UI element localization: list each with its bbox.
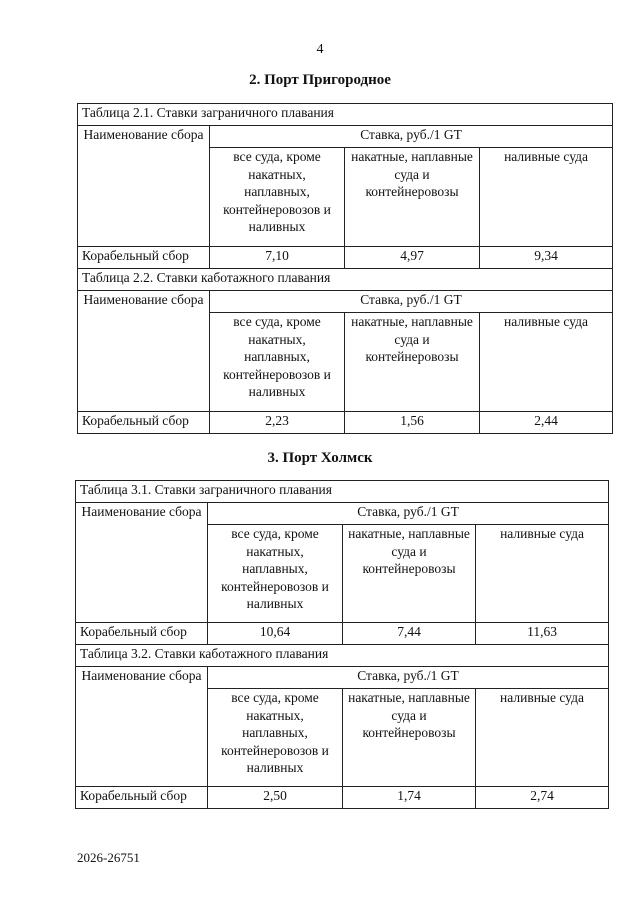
rate-table-2-2 — [77, 268, 613, 434]
page-number: 4 — [316, 42, 324, 57]
table-cell-value: 11,63 — [476, 623, 609, 645]
table-cell-value: 10,64 — [208, 623, 343, 645]
column-header-all-vessels: все суда, кроме накатных, наплавных, контейнеровозов и наливных — [210, 313, 345, 412]
table-caption: Таблица 3.2. Ставки каботажного плавания — [76, 645, 609, 667]
column-header-all-vessels: все суда, кроме накатных, наплавных, контейнеровозов и наливных — [208, 689, 343, 787]
column-header-fee-name: Наименование сбора — [78, 126, 210, 247]
column-header-tankers: наливные суда — [476, 525, 609, 623]
table-cell-value: 2,74 — [476, 787, 609, 809]
table-caption: Таблица 2.1. Ставки заграничного плавания — [78, 104, 613, 126]
row-label-ship-fee: Корабельный сбор — [78, 247, 210, 269]
row-label-ship-fee: Корабельный сбор — [76, 623, 208, 645]
document-code: 2026-26751 — [77, 850, 140, 865]
column-header-all-vessels: все суда, кроме накатных, наплавных, контейнеровозов и наливных — [210, 148, 345, 247]
rate-table-2-1 — [77, 103, 613, 269]
table-cell-value: 4,97 — [345, 247, 480, 269]
column-header-roro-container: накатные, наплавные суда и контейнеровозы — [343, 689, 476, 787]
table-cell-value: 2,50 — [208, 787, 343, 809]
table-cell-value: 7,44 — [343, 623, 476, 645]
column-header-fee-name: Наименование сбора — [76, 503, 208, 623]
table-cell-value: 9,34 — [480, 247, 613, 269]
column-header-all-vessels: все суда, кроме накатных, наплавных, контейнеровозов и наливных — [208, 525, 343, 623]
column-header-rate: Ставка, руб./1 GT — [208, 667, 609, 689]
column-header-fee-name: Наименование сбора — [76, 667, 208, 787]
rate-table-3-1 — [75, 480, 609, 645]
section-title-port-kholmsk: 3. Порт Холмск — [267, 450, 373, 466]
table-cell-value: 7,10 — [210, 247, 345, 269]
rate-table-3-2 — [75, 644, 609, 809]
table-caption: Таблица 2.2. Ставки каботажного плавания — [78, 269, 613, 291]
column-header-roro-container: накатные, наплавные суда и контейнеровозы — [343, 525, 476, 623]
column-header-tankers: наливные суда — [480, 313, 613, 412]
row-label-ship-fee: Корабельный сбор — [76, 787, 208, 809]
column-header-roro-container: накатные, наплавные суда и контейнеровозы — [345, 148, 480, 247]
column-header-rate: Ставка, руб./1 GT — [210, 126, 613, 148]
section-title-port-prigorodnoe: 2. Порт Пригородное — [249, 72, 391, 88]
row-label-ship-fee: Корабельный сбор — [78, 412, 210, 434]
column-header-roro-container: накатные, наплавные суда и контейнеровозы — [345, 313, 480, 412]
table-cell-value: 1,74 — [343, 787, 476, 809]
column-header-fee-name: Наименование сбора — [78, 291, 210, 412]
column-header-rate: Ставка, руб./1 GT — [208, 503, 609, 525]
table-cell-value: 1,56 — [345, 412, 480, 434]
table-cell-value: 2,44 — [480, 412, 613, 434]
table-caption: Таблица 3.1. Ставки заграничного плавания — [76, 481, 609, 503]
table-cell-value: 2,23 — [210, 412, 345, 434]
column-header-tankers: наливные суда — [476, 689, 609, 787]
column-header-tankers: наливные суда — [480, 148, 613, 247]
column-header-rate: Ставка, руб./1 GT — [210, 291, 613, 313]
